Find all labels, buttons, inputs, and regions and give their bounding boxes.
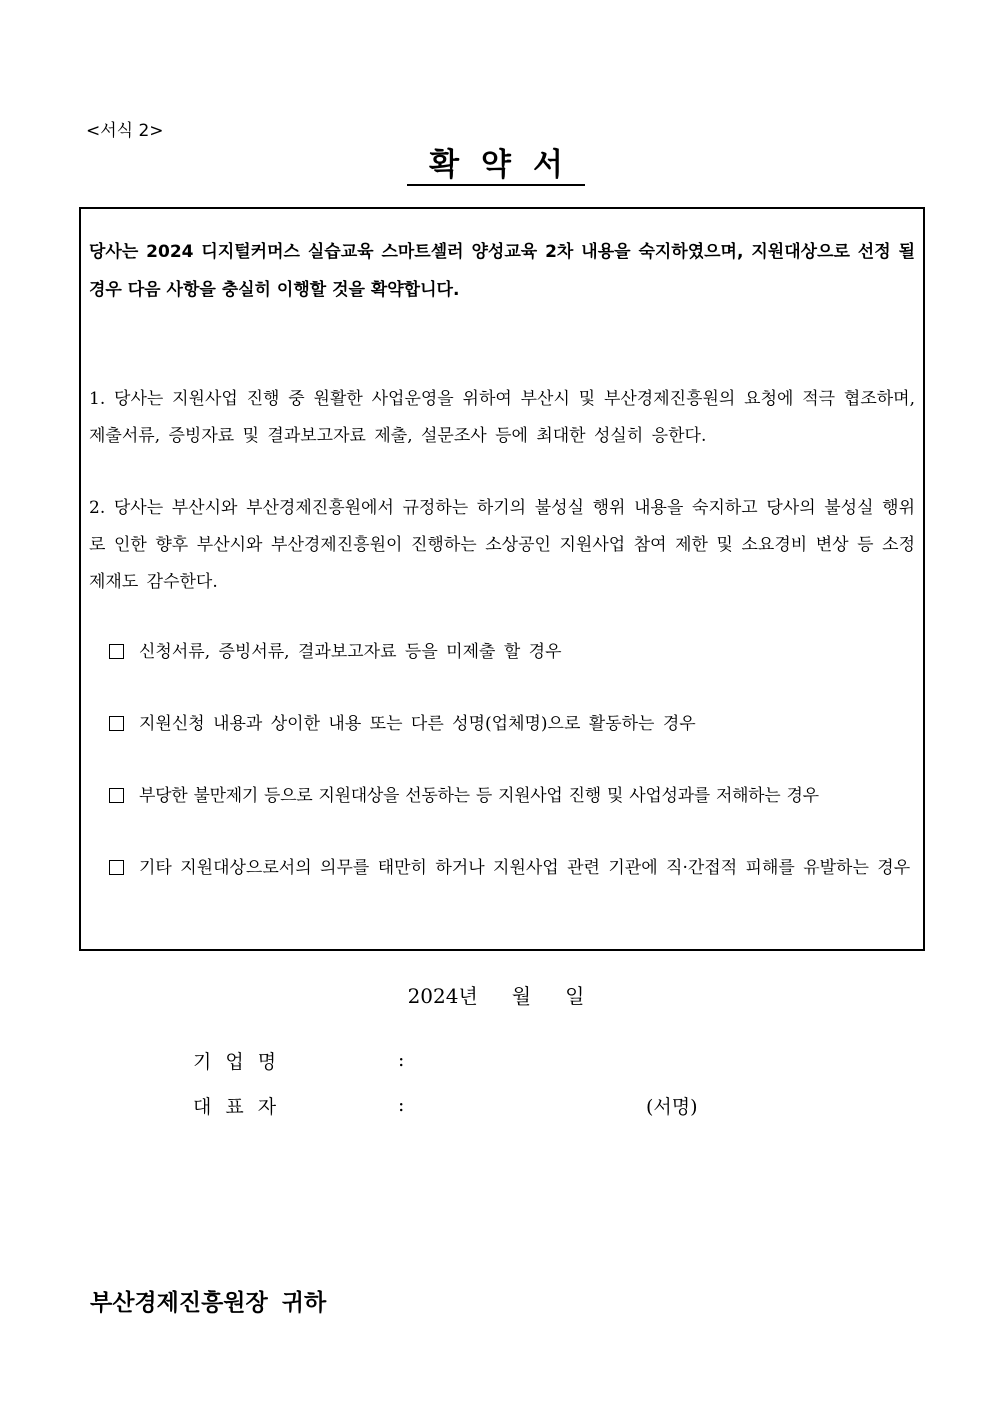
checklist-item bbox=[109, 778, 919, 814]
checklist-item-text: 지원신청 내용과 상이한 내용 또는 다른 성명(업체명)으로 활동하는 경우 bbox=[139, 714, 696, 734]
date-line bbox=[0, 980, 992, 1009]
clause-2: 2. 당사는 부산시와 부산경제진흥원에서 규정하는 하기의 불성실 행위 내용을 숙지하고 당사의 불성실 행위로 인한 향후 부산시와 부산경제진흥원이 진행하는 소상공인 지원사업 참여 제한 및 소요경비 변상 등 소정 제재도 감수한다. bbox=[89, 498, 915, 592]
company-name-label: 기업명 bbox=[193, 1051, 291, 1073]
representative-label: 대표자 bbox=[193, 1096, 291, 1118]
pledge-box bbox=[79, 207, 925, 951]
checklist-item-text: 부당한 불만제기 등으로 지원대상을 선동하는 등 지원사업 진행 및 사업성과를 저해하는 경우 bbox=[139, 786, 819, 806]
form-number-label: <서식 2> bbox=[86, 121, 164, 141]
date-month: 월 bbox=[511, 984, 532, 1008]
checkbox-icon bbox=[109, 860, 124, 875]
checklist-item-text: 기타 지원대상으로서의 의무를 태만히 하거나 지원사업 관련 기관에 직·간접적 피해를 유발하는 경우 bbox=[139, 858, 911, 878]
checklist-item bbox=[109, 706, 915, 742]
checkbox-icon bbox=[109, 788, 124, 803]
intro-statement: 당사는 2024 디지털커머스 실습교육 스마트셀러 양성교육 2차 내용을 숙지하였으며, 지원대상으로 선정 될 경우 다음 사항을 충실히 이행할 것을 확약합니다. bbox=[89, 242, 915, 300]
checkbox-icon bbox=[109, 716, 124, 731]
date-year: 2024년 bbox=[407, 984, 478, 1008]
checklist-item bbox=[109, 850, 915, 886]
checklist-item bbox=[109, 634, 915, 670]
clause-1: 1. 당사는 지원사업 진행 중 원활한 사업운영을 위하여 부산시 및 부산경제진흥원의 요청에 적극 협조하며, 제출서류, 증빙자료 및 결과보고자료 제출, 설문조사 등에 최대한 성실히 응한다. bbox=[89, 389, 915, 446]
date-day: 일 bbox=[565, 984, 585, 1008]
checklist-item-text: 신청서류, 증빙서류, 결과보고자료 등을 미제출 할 경우 bbox=[139, 642, 562, 662]
recipient-line: 부산경제진흥원장 귀하 bbox=[90, 1289, 327, 1316]
signature-mark: (서명) bbox=[646, 1096, 698, 1118]
checkbox-icon bbox=[109, 644, 124, 659]
representative-colon: : bbox=[398, 1094, 405, 1116]
company-name-colon: : bbox=[398, 1049, 405, 1071]
document-title-wrapper bbox=[0, 146, 992, 186]
document-title: 확약서 bbox=[407, 146, 585, 186]
